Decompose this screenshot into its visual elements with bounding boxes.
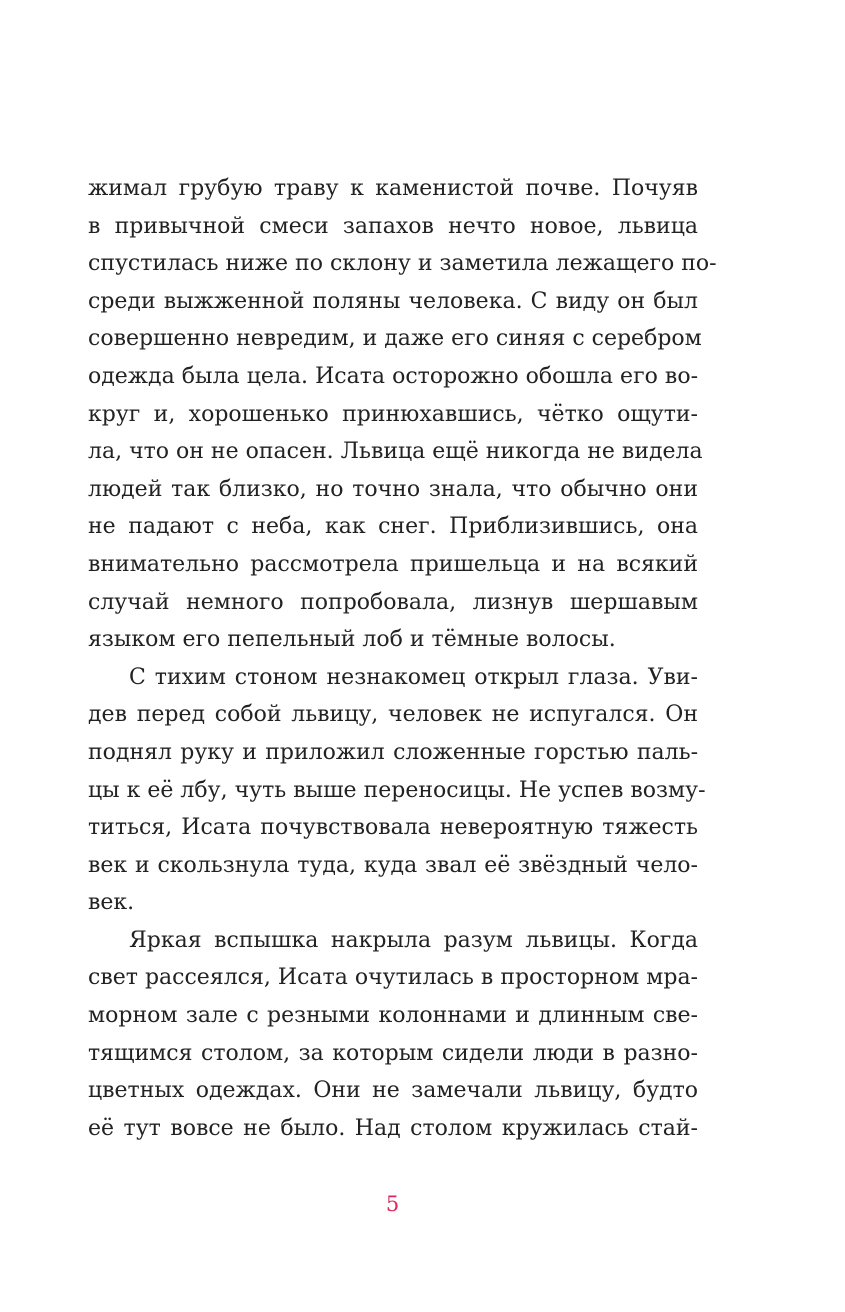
text-line: круг и, хорошенько принюхавшись, чётко ощути- (88, 401, 698, 427)
text-line: ла, что он не опасен. Львица ещё никогда не видела (88, 439, 703, 465)
text-line: одежда была цела. Исата осторожно обошла его во- (88, 363, 698, 389)
paragraph-3 (88, 922, 698, 1148)
page-number: 5 (385, 1192, 400, 1216)
body-text (88, 170, 717, 1147)
text-line: век. (88, 890, 135, 916)
text-line: дев перед собой львицу, человек не испугался. Он (88, 702, 698, 728)
text-line: её тут вовсе не было. Над столом кружилась стай- (88, 1115, 698, 1141)
text-line: С тихим стоном незнакомец открыл глаза. Уви- (129, 664, 698, 690)
text-line: свет рассеялся, Исата очутилась в просторном мра- (88, 965, 698, 991)
paragraph-2 (88, 659, 706, 922)
text-line: в привычной смеси запахов нечто новое, львица (88, 213, 698, 239)
text-line: морном зале с резными колоннами и длинным све- (88, 1003, 698, 1029)
text-line: внимательно рассмотрела пришельца и на всякий (88, 551, 698, 577)
text-line: Яркая вспышка накрыла разум львицы. Когда (129, 927, 698, 953)
paragraph-1 (88, 170, 717, 659)
text-line: языком его пепельный лоб и тёмные волосы. (88, 627, 616, 653)
text-line: людей так близко, но точно знала, что обычно они (88, 476, 698, 502)
text-line: жимал грубую траву к каменистой почве. Почуяв (88, 176, 698, 201)
text-line: титься, Исата почувствовала невероятную тяжесть (88, 815, 698, 841)
text-line: спустилась ниже по склону и заметила лежащего по- (88, 251, 717, 277)
text-line: поднял руку и приложил сложенные горстью паль- (88, 739, 698, 765)
text-line: тящимся столом, за которым сидели люди в разно- (88, 1040, 698, 1066)
text-line: совершенно невредим, и даже его синяя с серебром (88, 326, 702, 352)
text-line: не падают с неба, как снег. Приблизившись, она (88, 514, 698, 540)
text-line: цветных одеждах. Они не замечали львицу, будто (88, 1078, 698, 1104)
text-line: среди выжженной поляны человека. С виду он был (88, 288, 698, 314)
text-line: цы к её лбу, чуть выше переносицы. Не успев возму- (88, 777, 706, 803)
text-line: век и скользнула туда, куда звал её звёздный чело- (88, 852, 698, 878)
text-line: случай немного попробовала, лизнув шершавым (88, 589, 698, 615)
